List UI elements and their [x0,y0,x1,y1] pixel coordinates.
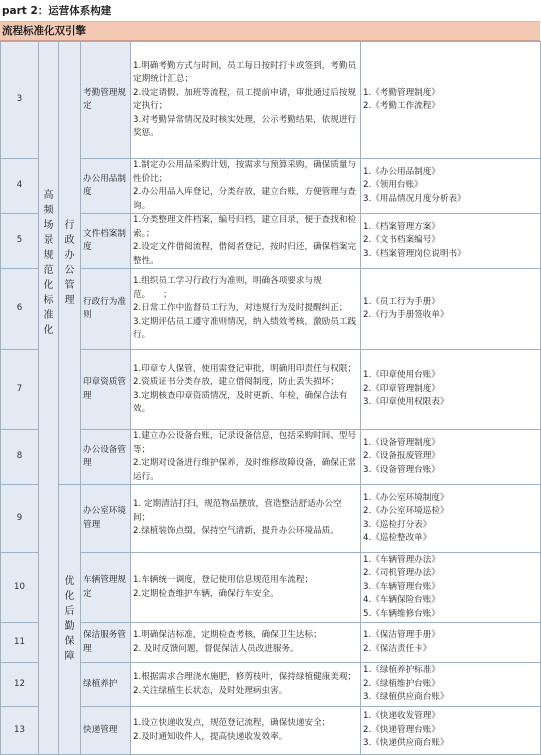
row-name: 办公室环境管理 [81,485,131,553]
row-number: 11 [1,623,39,663]
row-number: 6 [1,269,39,350]
table-row [1,430,541,485]
row-content: 1.制定办公用品采购计划，按需求与预算采购，确保质量与性价比； 2.办公用品入库登记，分类存放，建立台账，方便管理与查询。 [131,159,361,214]
group-admin-cell [59,42,81,485]
row-number: 9 [1,485,39,553]
row-number: 10 [1,553,39,623]
row-name: 考勤管理规定 [81,42,131,159]
part-header: part 2：运营体系构建 [0,0,540,22]
row-content: 1. 定期清洁打扫，规范物品摆放，营造整洁舒适办公空间； 2.绿植装饰点缀，保持空气清新，提升办公环境品质。 [131,485,361,553]
table-row [1,159,541,214]
table-row [1,553,541,623]
table-row [1,214,541,269]
row-number: 4 [1,159,39,214]
row-docs: 1.《办公室环境制度》 2.《办公室环境巡检》 3.《巡检打分表》 4.《巡检整改单》 [361,485,541,553]
row-docs: 1.《员工行为手册》 2.《行为手册签收单》 [361,269,541,350]
row-name: 行政行为准则 [81,269,131,350]
table-row [1,707,541,755]
group-support-cell [59,485,81,755]
row-name: 文件档案制度 [81,214,131,269]
row-docs: 1.《绿植养护标准》 2.《绿植维护台账》 3.《绿植供应商台账》 [361,663,541,707]
row-content: 1.组织员工学习行政行为准则，明确各项要求与规范。 ； 2.日常工作中监督员工行为，对违规行为及时提醒纠正； 3.定期评估员工遵守准则情况，纳入绩效考核，激励员工践行。 [131,269,361,350]
table-row [1,350,541,430]
row-name: 办公用品制度 [81,159,131,214]
row-name: 车辆管理规定 [81,553,131,623]
section-title: 流程标准化双引擎 [0,22,540,41]
group-support-label: 优化后勤保障 [64,576,75,663]
row-content: 1.建立办公设备台账，记录设备信息，包括采购时间、型号等； 2.定期对设备进行维护保养，及时维修故障设备，确保正常运行。 [131,430,361,485]
row-docs: 1.《档案管理方案》 2.《文书档案编号》 3.《档案管理岗位说明书》 [361,214,541,269]
group-admin-label: 行政办公管理 [64,219,75,306]
row-docs: 1.《快递收发管理》 2.《快递管理台账》 3.《快递供应商台账》 [361,707,541,755]
row-number: 12 [1,663,39,707]
row-number: 8 [1,430,39,485]
row-name: 印章资质管理 [81,350,131,430]
table-row [1,663,541,707]
row-docs: 1.《车辆管理办法》 2.《司机管理办法》 3.《车辆管理台账》 4.《车辆保险台账》 5.《车辆维修台账》 [361,553,541,623]
row-content: 1.设立快递收发点，规范登记流程，确保快递安全； 2.及时通知收件人，提高快递收发效率。 [131,707,361,755]
row-content: 1.根据需求合理浇水施肥，修剪枝叶，保持绿植健康美观； 2.关注绿植生长状态，及时处理病虫害。 [131,663,361,707]
row-name: 保洁服务管理 [81,623,131,663]
table-row [1,269,541,350]
row-name: 绿植养护 [81,663,131,707]
row-content: 1.明确保洁标准，定期检查考核，确保卫生达标； 2. 及时反馈问题，督促保洁人员改进服务。 [131,623,361,663]
table-row [1,485,541,553]
table-row [1,42,541,159]
row-number: 13 [1,707,39,755]
row-docs: 1.《考勤管理制度》 2.《考勤工作流程》 [361,42,541,159]
row-number: 7 [1,350,39,430]
row-number: 5 [1,214,39,269]
group-level1-cell [39,42,59,485]
row-docs: 1.《印章使用台账》 2.《印章管理制度》 3.《印章使用权限表》 [361,350,541,430]
process-table [0,41,541,755]
row-number: 3 [1,42,39,159]
row-content: 1.明确考勤方式与时间，员工每日按时打卡或签到，考勤员定期统计汇总； 2.设定请假、加班等流程，员工提前申请，审批通过后按规定执行； 3.对考勤异常情况及时核实处理，公示考勤结果，依规进行奖惩。 [131,42,361,159]
row-content: 1.分类整理文件档案，编号归档，建立目录，便于查找和检索。； 2.设定文件借阅流程，借阅者登记，按时归还，确保档案完整性。 [131,214,361,269]
row-docs: 1.《设备管理制度》 2.《设备报废管理》 3.《设备管理台账》 [361,430,541,485]
row-name: 快递管理 [81,707,131,755]
table-row [1,623,541,663]
row-docs: 1.《办公用品制度》 2.《领用台账》 3.《用品情况月度分析表》 [361,159,541,214]
group-level1-label: 高频场景规范化标准化 [43,190,54,336]
row-content: 1.印章专人保管，使用需登记审批，明确用印责任与权限； 2.资质证书分类存放，建立借阅制度，防止丢失损坏； 3.定期核查印章资质情况，及时更新、年检，确保合法有效。 [131,350,361,430]
row-docs: 1.《保洁管理手册》 2.《保洁责任卡》 [361,623,541,663]
group-level1-continued [39,485,59,755]
row-content: 1.车辆统一调度，登记使用信息规范用车流程； 2.定期检查维护车辆，确保行车安全。 [131,553,361,623]
row-name: 办公设备管理 [81,430,131,485]
